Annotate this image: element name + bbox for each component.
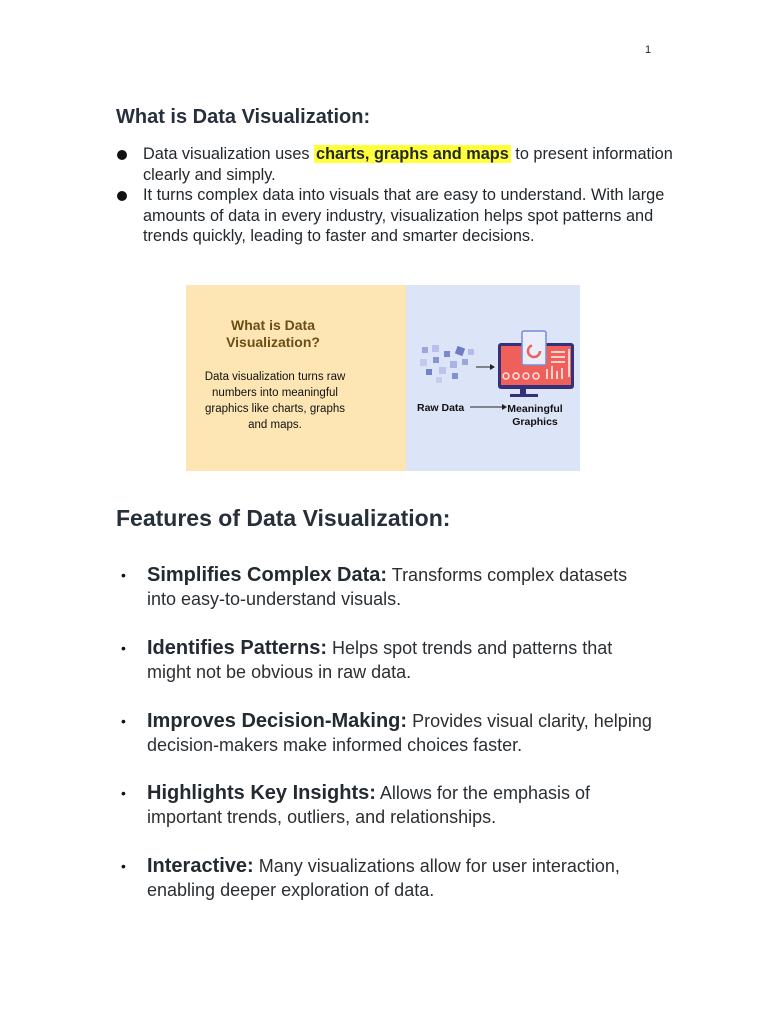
feature-item [118,636,658,684]
feature-term: Improves Decision-Making: [147,710,408,732]
features-list [118,563,658,902]
bullet-dot-icon: • [121,858,126,874]
raw-data-squares-icon [420,345,474,383]
bullet-dot-icon [117,191,127,201]
feature-description: Transforms complex datasets into easy-to-understand visuals. [147,565,628,609]
figure-body-text: Data visualization turns raw numbers into meaningful graphics like charts, graphs and maps. [204,371,346,431]
arrow-right-long-icon [470,404,507,410]
feature-item [118,563,658,611]
figure-heading-line1: What is Data [230,317,315,333]
figure-heading [186,317,360,351]
feature-description: Provides visual clarity, helping decision-makers make informed choices faster. [147,711,652,755]
figure-right-panel [406,285,580,471]
section-title-features: Features of Data Visualization: [116,505,451,531]
bullet-text-before: Data visualization uses [143,145,315,163]
result-label-line1: Meaningful [507,403,563,415]
bullet-text: It turns complex data into visuals that are easy to understand. With large amounts of data in every industry, visualization helps spot patterns and trends quickly, leading to faster and smarter decisions. [143,186,665,245]
feature-item [118,854,658,902]
intro-bullet-1 [116,144,676,185]
bullet-text-after: to present information clearly and simply. [143,145,673,184]
intro-bullet-list [116,144,676,247]
figure-left-panel [186,285,406,471]
feature-description: Helps spot trends and patterns that might not be obvious in raw data. [147,638,613,682]
bullet-dot-icon [117,150,127,160]
feature-term: Identifies Patterns: [147,637,328,659]
raw-to-graphics-illustration [406,285,580,471]
bullet-dot-icon: • [121,640,126,656]
figure-heading-line2: Visualization? [226,334,320,350]
page-number: 1 [644,44,652,56]
feature-description: Many visualizations allow for user interaction, enabling deeper exploration of data. [147,856,620,900]
section-title-what-is: What is Data Visualization: [116,106,371,128]
feature-item [118,709,658,757]
bullet-dot-icon: • [121,713,126,729]
monitor-chart-icon [498,331,574,397]
result-label-line2: Graphics [512,416,558,428]
bullet-dot-icon: • [121,785,126,801]
feature-term: Interactive: [147,855,254,877]
data-visualization-figure [186,285,580,471]
raw-data-label: Raw Data [417,402,465,414]
feature-term: Highlights Key Insights: [147,782,376,804]
feature-term: Simplifies Complex Data: [147,564,388,586]
intro-bullet-2 [116,185,676,247]
feature-item [118,781,658,829]
bullet-dot-icon: • [121,567,126,583]
highlighted-text: charts, graphs and maps [316,145,509,163]
feature-description: Allows for the emphasis of important trends, outliers, and relationships. [147,783,591,827]
arrow-right-icon [476,364,495,370]
